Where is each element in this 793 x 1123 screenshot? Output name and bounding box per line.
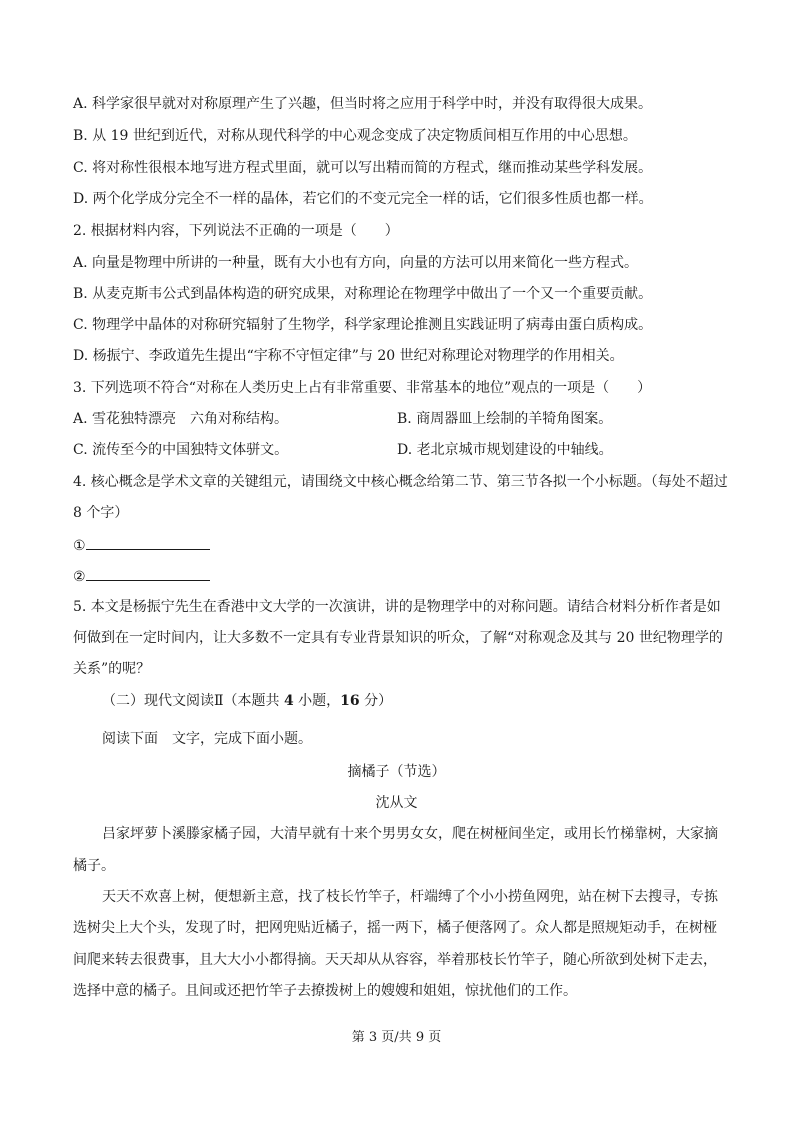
q1-option-d: D. 两个化学成分完全不一样的晶体，若它们的不变元完全一样的话，它们很多性质也都一样。 — [73, 191, 653, 207]
q4-blank-label-1: ① — [73, 538, 86, 554]
section-heading-mid: 小题， — [293, 693, 341, 709]
passage-p2-line4: 选择中意的橘子。且间或还把竹竿子去撩拨树上的嫂嫂和姐姐，惊扰他们的工作。 — [73, 983, 577, 999]
q2-option-d: D. 杨振宁、李政道先生提出“宇称不守恒定律”与 20 世纪对称理论对物理学的作用相关。 — [73, 348, 624, 364]
q5-line1: 5. 本文是杨振宁先生在香港中文大学的一次演讲，讲的是物理学中的对称问题。请结合材料分析作者是如 — [73, 599, 721, 615]
q5-line2: 何做到在一定时间内，让大多数不一定具有专业背景知识的听众，了解“对称观念及其与 20 世纪物理学的 — [73, 630, 723, 646]
q4-blank-label-2: ② — [73, 569, 86, 585]
q4-answer-2 — [73, 566, 210, 587]
q3-option-c: C. 流传至今的中国独特文体骈文。 — [73, 442, 289, 458]
section-heading-points: 16 — [340, 693, 360, 709]
q3-option-a: A. 雪花独特漂亮 六角对称结构。 — [73, 411, 289, 427]
passage-title: 摘橘子（节选） — [347, 764, 446, 780]
q1-option-a: A. 科学家很早就对对称原理产生了兴趣，但当时将之应用于科学中时，并没有取得很大成果。 — [73, 96, 653, 112]
passage-p1-line1: 吕家坪萝卜溪滕家橘子园，大清早就有十来个男男女女，爬在树桠间坐定，或用长竹梯靠树，大家摘 — [102, 826, 718, 842]
q3-option-b: B. 商周器皿上绘制的羊犄角图案。 — [397, 411, 613, 427]
passage-p1-line2: 橘子。 — [73, 858, 115, 874]
page-footer: 第 3 页/共 9 页 — [351, 1030, 442, 1045]
answer-blank-1[interactable] — [86, 535, 210, 550]
section-heading-prefix: （二）现代文阅读Ⅱ（本题共 — [102, 693, 284, 709]
section-instruction: 阅读下面 文字，完成下面小题。 — [102, 731, 312, 747]
q2-option-a: A. 向量是物理中所讲的一种量，既有大小也有方向，向量的方法可以用来简化一些方程式。 — [73, 255, 639, 271]
answer-blank-2[interactable] — [86, 566, 210, 581]
passage-p2-line2: 选树尖上大个头，发现了时，把网兜贴近橘子，摇一两下，橘子便落网了。众人都是照规矩动手，在树桠 — [73, 920, 717, 936]
q2-option-b: B. 从麦克斯韦公式到晶体构造的研究成果，对称理论在物理学中做出了一个又一个重要贡献。 — [73, 286, 653, 302]
section-heading-suffix: 分） — [359, 693, 393, 709]
q3-stem: 3. 下列选项不符合“对称在人类历史上占有非常重要、非常基本的地位”观点的一项是（ ） — [73, 380, 652, 396]
q4-stem-line1: 4. 核心概念是学术文章的关键组元，请围绕文中核心概念给第二节、第三节各拟一个小标题。（每处不超过 — [73, 474, 728, 490]
q1-option-b: B. 从 19 世纪到近代，对称从现代科学的中心观念变成了决定物质间相互作用的中心思想。 — [73, 128, 637, 144]
q2-option-c: C. 物理学中晶体的对称研究辐射了生物学，科学家理论推测且实践证明了病毒由蛋白质构成。 — [73, 317, 653, 333]
q1-option-c: C. 将对称性很根本地写进方程式里面，就可以写出精而简的方程式，继而推动某些学科发展。 — [73, 160, 653, 176]
section-heading-count: 4 — [283, 693, 294, 709]
q4-stem-line2: 8 个字） — [73, 505, 129, 521]
q2-stem: 2. 根据材料内容，下列说法不正确的一项是（ ） — [73, 223, 399, 239]
passage-p2-line3: 间爬来转去很费事，且大大小小都得摘。天天却从从容容，举着那枝长竹竿子，随心所欲到处树下走去， — [73, 952, 717, 968]
passage-p2-line1: 天天不欢喜上树，便想新主意，找了枝长竹竿子，杆端缚了个小小捞鱼网兜，站在树下去搜寻，专拣 — [102, 889, 718, 905]
section-heading — [102, 691, 392, 711]
q4-answer-1 — [73, 535, 210, 556]
q3-option-d: D. 老北京城市规划建设的中轴线。 — [397, 442, 613, 458]
q5-line3: 关系”的呢？ — [73, 661, 151, 677]
passage-author: 沈从文 — [375, 795, 418, 811]
